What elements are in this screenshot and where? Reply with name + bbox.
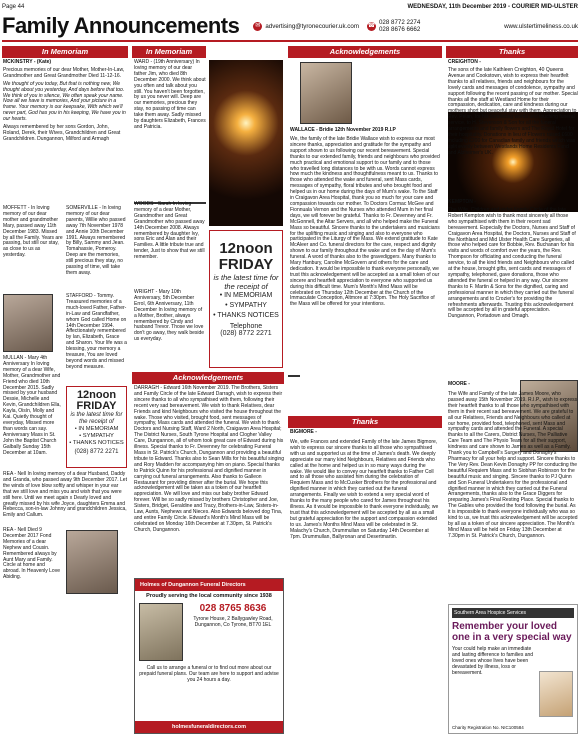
page-title: Family Announcements <box>2 13 240 38</box>
section-header-acknowledgements: Acknowledgements <box>132 372 284 384</box>
deadline-telephone: (028) 8772 2271 <box>74 449 119 455</box>
candle-image <box>209 60 283 226</box>
phone-number-2: 028 8676 6662 <box>378 26 421 33</box>
masthead-rule <box>2 40 578 42</box>
notice-mckinstry <box>3 60 127 204</box>
ad-footer: Charity Registration No. NIC100584 <box>452 725 524 730</box>
deadline-day: FRIDAY <box>218 256 274 273</box>
deadline-notice-box <box>66 386 127 468</box>
notice-creighton-title: CREIGHTON - <box>448 59 481 65</box>
section-header-acknowledgements-3: Acknowledgements <box>288 46 442 58</box>
holmes-building-photo <box>139 603 183 661</box>
ad-subheading: Proudly serving the local community since 1938 <box>146 593 272 599</box>
phone-icon: ☎ <box>367 22 376 29</box>
notice-ward: WARD - (19th Anniversary) In loving memory of our dear father Jim, who died 8th December 2000. We think about you often and talk about you still. You haven't been forgotten, by us you never will. Deep are our memories, precious they stay, no passing of time can take them away. Sadly missed by daughters Elizabeth, Frances and Patricia. <box>134 59 206 130</box>
notice-kempton: The Wife, Children and wider Family Circle of the late Robert Kempton wish to thank most sincerely all those who sympathised with them in their recent sad bereavement. Especially the Doctors, Nurses and Staff of Craigavon Area Hospital, the Doctors, Nurses and Staff of the Northland and Mid Ulster Health Care Surgeries, all those who helped care for Bobbie, Rev. Buchanan for his visits and words of comfort over the years, the Rev. Thompson for officiating and conducting the funeral service, to all the kind friends and Neighbours who called at the house, brought gifts, sent cards and messages of sympathy, telephoned, gave donations, those who attended the funeral or helped in any way. Our sincere thanks to F. Martin & Sons for the dignified, caring and professional manner in which they carried out the funeral arrangements and to Crozier's for providing the refreshments afterwards. Trusting this acknowledgement will be accepted by all in grateful appreciation. Dungannon, Portadown and Omagh. <box>448 207 576 320</box>
ad-heading: Holmes of Dungannon Funeral Directors <box>135 579 283 591</box>
phone-number-1: 028 8772 2274 <box>378 19 421 26</box>
ad-note: Call us to arrange a funeral or to find out more about our prepaid funeral plans. Our team are here to support and advise you 24 hours a day. <box>139 665 279 683</box>
masthead <box>2 13 578 39</box>
ad-headline: Remember your loved one in a very special way <box>452 621 572 643</box>
deadline-time: 12noon <box>76 389 117 401</box>
notice-bigmore-title: BIGMORE - <box>290 429 317 435</box>
deadline-item: • SYMPATHY <box>79 433 114 439</box>
notice-stafford: STAFFORD - Tommy. Treasured memories of a much-loved Father, Father-in-Law and Grandfather, whom God called Home on 14th December 1994. Affectionately remembered by Ian, Elizabeth, Grace and Sharon. Your life was a blessing, your memory a treasure, You are loved beyond words and missed beyond measure. <box>66 293 127 370</box>
website-text: www.ulstertimeliness.co.uk <box>504 22 578 30</box>
deadline-telephone-label: Telephone <box>229 323 263 330</box>
contact-bar <box>253 19 578 33</box>
notice-moffett: MOFFETT - In loving memory of our dear mother and grandmother Mary, passed away 11th December 1983. Missed by all the Family. Years are passing, but still our stay, as close to us as yesterday. <box>3 205 63 259</box>
notice-rea-2: REA - Nell Died 9 December 2017 Fond Memories of a dear Nephew and Cousin. Remembered always by Aunt Mary and Family. Circle at home and abroad. In Heavenly Love Abiding. <box>3 527 60 581</box>
section-header-thanks-4: Thanks <box>446 46 578 58</box>
notice-creighton: The sons of the late Kathleen Creighton, 40 Queens Avenue and Cookstown, wish to express their heartfelt thanks to all relatives, friends and neighbours for the lovely cards and messages of condolence, sympathy and support following the recent passing of our mother. Special thanks all the staff at Westland Home for their compassion, dedication, care and kindness during our mothers short but peaceful stay with them. Appreciation to Rev. Pelan, for his comforting words and touching funeral service, to H. Stevenson & Son for all the funeral arrangements and family flowers and The Royal Hotel for their hospitality. Donations in lieu of Flowers raised £600 including £200 for Canadian family and friends which was split evenly between Westlands Home Residents Fund and Alzheimer's UK. <box>448 67 578 156</box>
holmes-funeral-ad <box>134 578 284 734</box>
deadline-day: FRIDAY <box>76 400 117 412</box>
deadline-caption: is the latest time for the receipt of <box>70 412 123 425</box>
deadline-item: • IN MEMORIAM <box>219 292 273 299</box>
notice-name: MCKINSTRY - (Kate) <box>3 59 52 65</box>
notice-bigmore: We, wife Frances and extended Family of the late James Bigmore, wish to express our sincere thanks to all those who sympathised with us and supported us at the time of James's death. We deeply appreciate our many kind Neighbours, Relatives and Friends who called at the home and helped us in so many ways during the wake. We would like to convey our heartfelt thanks to Father Coll and to all those who assisted him during the celebration of Requiem Mass and to McCusker Brothers for the professional and dignified manner in which they carried out the funeral arrangements. Finally we wish to extend a very special word of thanks to the many people who cared for James throughout his illness. As it would be impossible to thank everyone individually, we trust that this acknowledgement will be accepted by all as a small but grateful appreciation for the support and compassion extended to us. James's Months Mind Mass will be celebrated in St. Malachy's Church, Drummullan on Saturday 14th December at 7pm. Drummullan, Ballyronan and Desertmartin. <box>290 439 439 540</box>
section-header-in-memoriam-2: In Memoriam <box>132 46 206 58</box>
hospice-remember-ad <box>448 604 578 734</box>
notice-mullan: MULLAN - Mary 4th Anniversary In loving memory of a dear Wife, Mother, Grandmother and Friend who died 10th December 2015. Sadly missed by your husband Dessie, Michelle and Kevin, Grandchildren Ella, Kayla, Oisín, Molly and Kai. Quietly thought of everyday, Missed more than words can say. Anniversary Mass in St. John the Baptist Church Galbally Sunday 15th December at 10am. <box>3 355 61 456</box>
notice-kempton-title: KEMPTON - <box>448 199 476 205</box>
notice-verse: We thought of you today, But that is nothing new, We thought about you yesterday, And days before that too. We think of you in silence, We often speak your name. Now all we have is memories, And your picture in a frame. Your memory is our keepsake, With which we'll never part, God has you in his keeping, We have you in our hearts. <box>3 80 126 123</box>
notice-somerville: SOMERVILLE - In loving memory of our dear parents, Willie who passed away 7th November 1978 and Annie 10th December 1991. Always remembered by Billy, Sammy and Jean. Tomahassie, Pomeroy. Deep are the memories, still precious they stay, no passing of time, will take them away. <box>66 205 126 276</box>
deadline-caption: is the latest time for the receipt of <box>213 273 279 291</box>
section-header-in-memoriam: In Memoriam <box>2 46 128 58</box>
phone-contact[interactable] <box>367 19 420 33</box>
deadline-item: • THANKS NOTICES <box>69 440 124 446</box>
notice-wallace: We, the family of the late Bridie Wallace wish to express our most sincere thanks, appreciation and gratitude for the sympathy and support shown to us following our recent bereavement. Special thanks to our extended family, friends and neighbours who provided much practical and emotional support to our family and to those who travelled long distances to be with us. Words cannot express how much the kindness and thoughtfulness meant to us. Thanks to those who attended the wake and funeral, sent Mass cards, messages of sympathy, floral tributes and who brought food and helped us in our home during the days of Mum's wake. To the Staff in Craigavon Area Hospital, thank you so much for your care and compassion towards our mother. To Doctors Cormac McGee and Fionnuala Vernon and the Nurses who attended Mum in her final days, we will forever be grateful. Thanks to Fr. Devenney and Fr. McGonnell, the Altar Servers, and all who helped make the Funeral Mass so beautiful. Sincere thanks to the undertakers and musicians for the uplifting music and singing and also to everyone who participated in the Liturgy of the Mass. We extend gratitude to Kate McAleer and Co. funeral directors for the care, respect and dignity shown to our family throughout the wake and on the day of Mum's funeral. A word of thanks also to the gravediggers. Many thanks to Mary Hanbury, Caroline McGovern and others for the care and dedication. It would be impossible to thank everyone personally, we trust this acknowledgement will be accepted as a small token of our sincere and heartfelt appreciation to everyone who supported us during this difficult time. Mum's Month's Mind Mass will be celebrated on Thursday 12th December at the Church of the Immaculate Conception, Altmore at 7:30pm. The Holy Sacrifice of the Mass will be offered for your intentions. <box>290 136 440 308</box>
notice-darragh: DARRAGH - Edward 16th November 2019. The Brothers, Sisters and Family Circle of the late Edward Darragh, wish to express their sincere thanks to all who sympathised with them, following their recent very sad bereavement. We wish to thank Relatives, dear Friends and kind Neighbours who visited the house throughout the wake. Those who visited, brought food, sent messages of sympathy, Mass cards and attended the funeral. We wish to thank Doctors and Nursing Staff, Ward 2 North, Craigavon Area Hospital; The District Nurses, South Tyrone Hospital and Clogher Valley Care, Dungannon, all of whom took great care of Edward during his illness. Special thanks to Fr. Devenney for celebrating Funeral Mass in St. Patrick's Church, Dungannon and providing a beautiful tribute to Edward. Thanks also to Sean Mills for his beautiful singing and Rory Madden for accompanying him on piano. Special thanks to Patrick Quinn for his professional and dignified manner in carrying out funeral arrangements. Also thanks to Galleon Restaurant for providing dinner after the burial. We hope this acknowledgement will be taken as a token of our heartfelt appreciation. We will love and miss our baby brother Edward forever. Will be so sadly missed by brothers Christopher and Joe, Sisters, Bridget, Geraldine and Tracy, Brothers-in-Law, Sisters-in-Law, Aunts, Nephews and Nieces. Also Edwards beloved dog Tina, and entire Family Circle. Edward's Month's Mind Mass will be celebrated on Monday 16th December at 7.30pm, St. Patrick's Church, Dungannon. <box>134 385 284 533</box>
notice-body: Precious memories of our dear Mother, Mother-In-Law, Grandmother and Great Grandmother Died 11-12-16. <box>3 66 125 79</box>
notice-woods: WOODS - Sarah In loving memory of a dear Mother, Grandmother and Great Grandmother who passed away 14th December 2008. Always remembered by daughter Ivy, sons Eric and Alan and their Families. A little tribute true and tender, Just to show that we still remember. <box>134 201 205 261</box>
email-text: advertising@tyronecourier.uk.com <box>265 22 359 30</box>
notice-moore: The Wife and Family of the late James Moore, who passed away 15th November 2019. R.I.P., wish to express their heartfelt thanks to all those who sympathised with them in their recent sad bereavement. We are grateful to all our Relatives, Friends and Neighbours who called at our home, provided food, telephoned, sent Mass and sympathy cards and attended the Funeral. A special thanks to all the Carers, District Nurses, The Palliative Care Team and The Physio Team for all their support, kindness and care shown to James as well as a Family. Thank you to Campbell's Surgery and Donaghy's Pharmacy for all your help and support. Sincere thanks to The Very Rev. Dean Kevin Donaghy PP for conducting the beautiful Requiem Mass and to Siobhan Robinson for the beautiful music and singing. Sincere thanks to PJ Quinn and Son Funeral Undertakers for the professional and dignified manner in which they carried out the Funeral Arrangements, thanks also to the Grace Diggers for preparing James's Final Resting Place. Special thanks to The Gables who provided the food following the burial. As it is impossible to thank everyone individually who was so kind to us, we trust this acknowledgement will be accepted by all as a token of our sincere appreciation. The Month's Mind Mass will be held on Friday 13th December at 7.30pm in St. Patrick's Church, Dungannon. <box>448 391 578 539</box>
portrait-photo <box>3 294 53 352</box>
section-header-thanks: Thanks <box>288 416 442 428</box>
deadline-time: 12noon <box>219 240 273 257</box>
publication-date: WEDNESDAY, 11th December 2019 - COURIER MID-ULSTER <box>407 3 578 10</box>
deadline-item: • THANKS NOTICES <box>213 312 279 319</box>
deadline-item: • IN MEMORIAM <box>74 426 119 432</box>
deadline-telephone: (028) 8772 2271 <box>220 330 272 337</box>
ad-phone: 028 8765 8636 <box>199 603 267 614</box>
notice-wallace-title: WALLACE - Bridie 12th November 2019 R.I.P <box>290 127 396 133</box>
ad-band: Southern Area Hospice Services <box>452 608 574 618</box>
website-link[interactable] <box>504 23 578 30</box>
ad-body: Your could help make an immediate and lasting difference to families and loved ones whose lives have been devastated by illness, loss or bereavement. <box>452 646 534 676</box>
portrait-photo-wallace <box>300 62 352 124</box>
ad-address: Tyrone House, 2 Ballygawley Road, Dungannon, Co Tyrone, BT70 1EL <box>193 616 273 628</box>
portrait-photo-2 <box>66 530 118 594</box>
notice-wright: WRIGHT - Mary 10th Anniversary, 5th December Errol, 6th Anniversary, 11th December In loving memory of a Mother, Brother, always remembered by Cindy and husband Trevor. Those we love don't go away, they walk beside us everyday. <box>134 289 205 343</box>
notice-rea: REA - Nell In loving memory of a dear Husband, Daddy and Granda, who passed away 9th December 2017. Let the winds of love blow softly and whisper in your ear that we still love and miss you and wish that you were still here. Until we meet again x Dearly loved and greatly missed by his wife Joyce, daughters Emma and Rebecca, son-in-law Johnny and grandchildren Jessica, Emily and Callum. <box>3 471 127 519</box>
email-icon: ✉ <box>255 22 261 29</box>
page-header-bar <box>2 2 578 11</box>
ad-website: holmesfuneraldirectors.com <box>135 721 283 733</box>
notice-signoff: Always remembered by her sons Gordon, John, Roland, Derek, their Wives, Grandchildren and Great Grandchildren. Dungannon, Milford and Armagh <box>3 124 121 142</box>
email-contact[interactable] <box>253 22 359 31</box>
deadline-item: • SYMPATHY <box>225 302 267 309</box>
page-number: Page 44 <box>2 3 25 10</box>
notice-moore-title: MOORE - <box>448 381 470 387</box>
hospice-card-image <box>539 671 573 717</box>
deadline-notice-box-large <box>209 230 283 368</box>
